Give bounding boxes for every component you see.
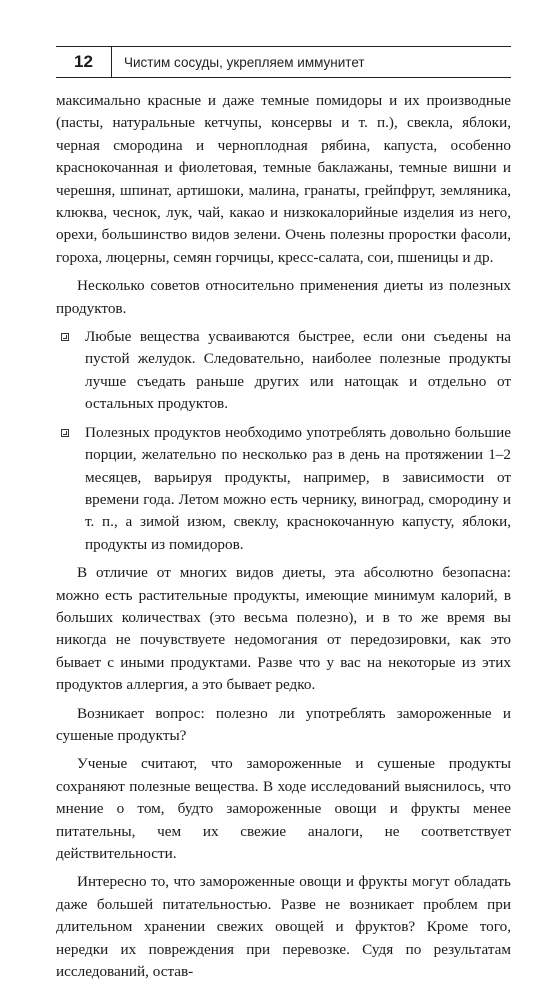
running-title: Чистим сосуды, укрепляем иммунитет <box>124 54 365 70</box>
paragraph-nutrition: Интересно то, что замороженные овощи и фрукты могут обладать даже большей питательностью. Разве не возникает проблем при длительном хранении свежих овощей и фруктов? Кроме того, нередки их повреждения при перевозке. Судя по результатам исследований, остав- <box>56 873 511 981</box>
checkbox-square-icon <box>61 333 69 341</box>
list-item <box>56 326 511 416</box>
list-item <box>56 422 511 556</box>
paragraph-advice-intro: Несколько советов относительно применения диеты из полезных продуктов. <box>56 277 511 317</box>
paragraph-continuation: максимально красные и даже темные помидоры и их производные (пасты, натуральные кетчупы, консервы и т. п.), свекла, яблоки, черная смородина и черноплодная рябина, капуста, особенно краснокочанная и фиолетовая, темные баклажаны, темные вишни и черешня, шпинат, артишоки, малина, гранаты, грейпфрут, земляника, клюква, чеснок, лук, чай, какао и низкокалорийные изделия из него, орехи, большинство видов зелени. Очень полезны проростки фасоли, гороха, люцерны, семян горчицы, кресс-салата, сои, пшеницы и др. <box>56 92 511 266</box>
paragraph-question: Возникает вопрос: полезно ли употреблять замороженные и сушеные продукты? <box>56 704 511 744</box>
checkbox-square-icon <box>61 429 69 437</box>
list-item-text: Полезных продуктов необходимо употреблять довольно большие порции, желательно по несколько раз в день на протяжении 1–2 месяцев, варьируя продукты, например, в зависимости от времени года. Летом можно есть чернику, виноград, смородину и т. п., а зимой изюм, свеклу, краснокочанную капусту, яблоки, продукты из помидоров. <box>85 423 511 553</box>
page-body <box>56 90 511 983</box>
paragraph-safety: В отличие от многих видов диеты, эта абсолютно безопасна: можно есть растительные продукты, имеющие минимум калорий, в больших количествах (это весьма полезно), и в то же время вы никогда не почувствуете недомогания от передозировки, как это бывает с иными продуктами. Разве что у вас на некоторые из этих продуктов аллергия, а это бывает редко. <box>56 564 511 694</box>
advice-list <box>56 326 511 556</box>
page-number: 12 <box>56 47 112 77</box>
paragraph-scientists: Ученые считают, что замороженные и сушеные продукты сохраняют полезные вещества. В ходе исследований выяснилось, что мнение о том, будто замороженные овощи и фрукты менее питательны, чем их свежие аналоги, не соответствует действительности. <box>56 755 511 862</box>
page-header <box>56 46 511 78</box>
list-item-text: Любые вещества усваиваются быстрее, если они съедены на пустой желудок. Следовательно, наиболее полезные продукты лучше съедать раньше других или натощак и отдельно от остальных продуктов. <box>85 328 511 413</box>
